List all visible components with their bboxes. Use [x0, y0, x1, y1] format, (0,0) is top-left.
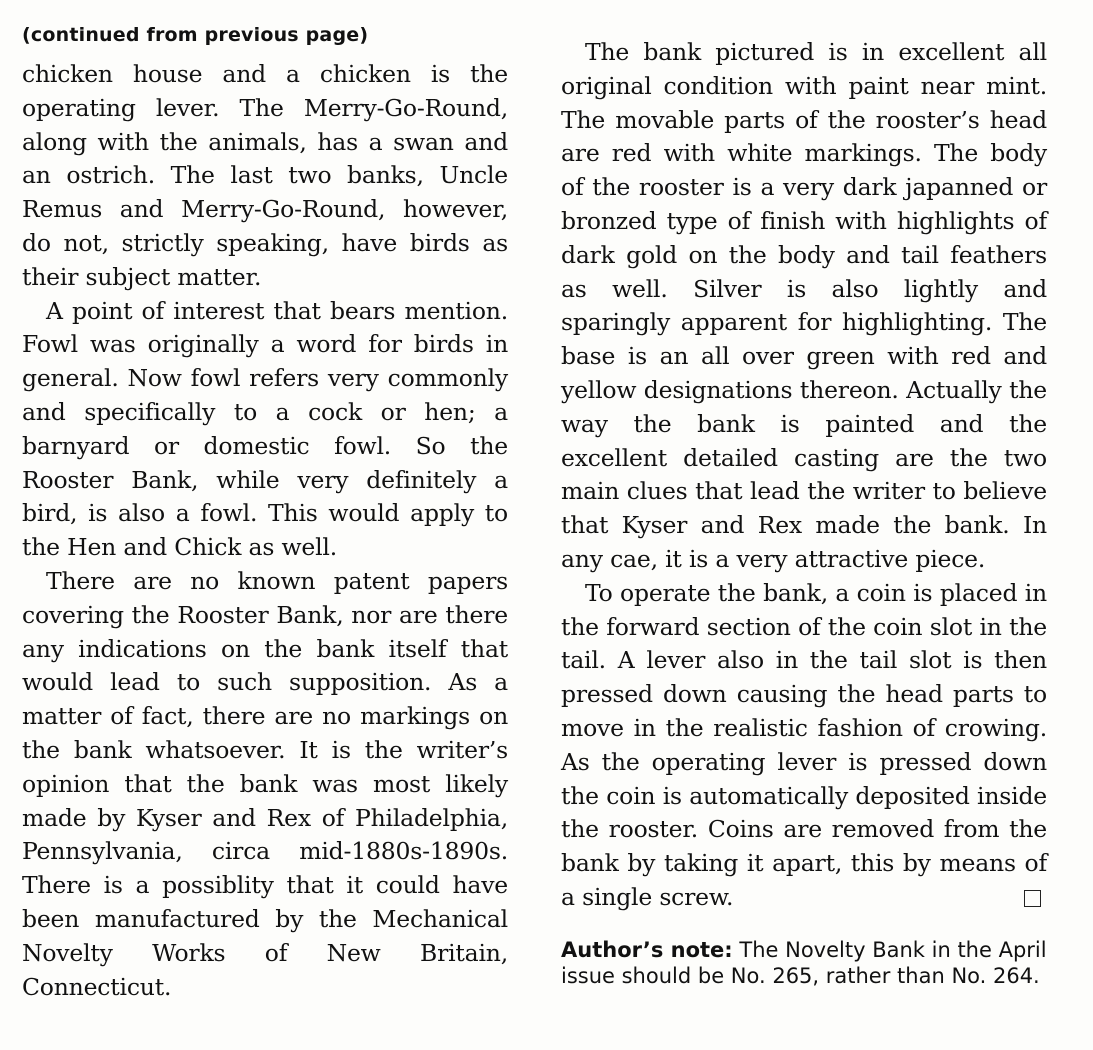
author-note-text: The Novelty Bank in the April issue should be No. 265, rather than No. 264.: [561, 937, 1047, 988]
paragraph-operation: [561, 577, 1047, 915]
article-page: [22, 22, 1047, 1022]
author-note: [561, 937, 1047, 989]
right-column: [561, 22, 1047, 989]
author-note-label: Author’s note:: [561, 937, 733, 962]
left-column: [22, 22, 508, 1004]
paragraph-condition: The bank pictured is in excellent all original condition with paint near mint. The movable parts of the rooster’s head are red with white markings. The body of the rooster is a very dark japanned or bronzed type of finish with highlights of dark gold on the body and tail feathers as well. Silver is also lightly and sparingly apparent for highlighting. The base is an all over green with red and yellow designations thereon. Actually the way the bank is painted and the excellent detailed casting are the two main clues that lead the writer to believe that Kyser and Rex made the bank. In any cae, it is a very attractive piece.: [561, 38, 1047, 573]
paragraph-merry-go-round: chicken house and a chicken is the operating lever. The Merry-Go-Round, along with the animals, has a swan and an ostrich. The last two banks, Uncle Remus and Merry-Go-Round, however, do not, strictly speaking, have birds as their subject matter.: [22, 60, 508, 291]
paragraph-patent: There are no known patent papers covering the Rooster Bank, nor are there any indications on the bank itself that would lead to such supposition. As a matter of fact, there are no markings on the bank whatsoever. It is the writer’s opinion that the bank was most likely made by Kyser and Rex of Philadelphia, Pennsylvania, circa mid-1880s-1890s. There is a possiblity that it could have been manufactured by the Mechanical Novelty Works of New Britain, Connecticut.: [22, 566, 508, 1001]
paragraph-fowl: A point of interest that bears mention. Fowl was originally a word for birds in general. Now fowl refers very commonly and specifically to a cock or hen; a barnyard or domestic fowl. So the Rooster Bank, while very definitely a bird, is also a fowl. This would apply to the Hen and Chick as well.: [22, 296, 508, 562]
paragraph-operation-text: To operate the bank, a coin is placed in the forward section of the coin slot in the tail. A lever also in the tail slot is then pressed down causing the head parts to move in the realistic fashion of crowing. As the operating lever is pressed down the coin is automatically deposited inside the rooster. Coins are removed from the bank by taking it apart, this by means of a single screw.: [561, 578, 1047, 911]
continued-label: (continued from previous page): [22, 24, 369, 46]
end-of-article-box-icon: [1024, 890, 1041, 907]
